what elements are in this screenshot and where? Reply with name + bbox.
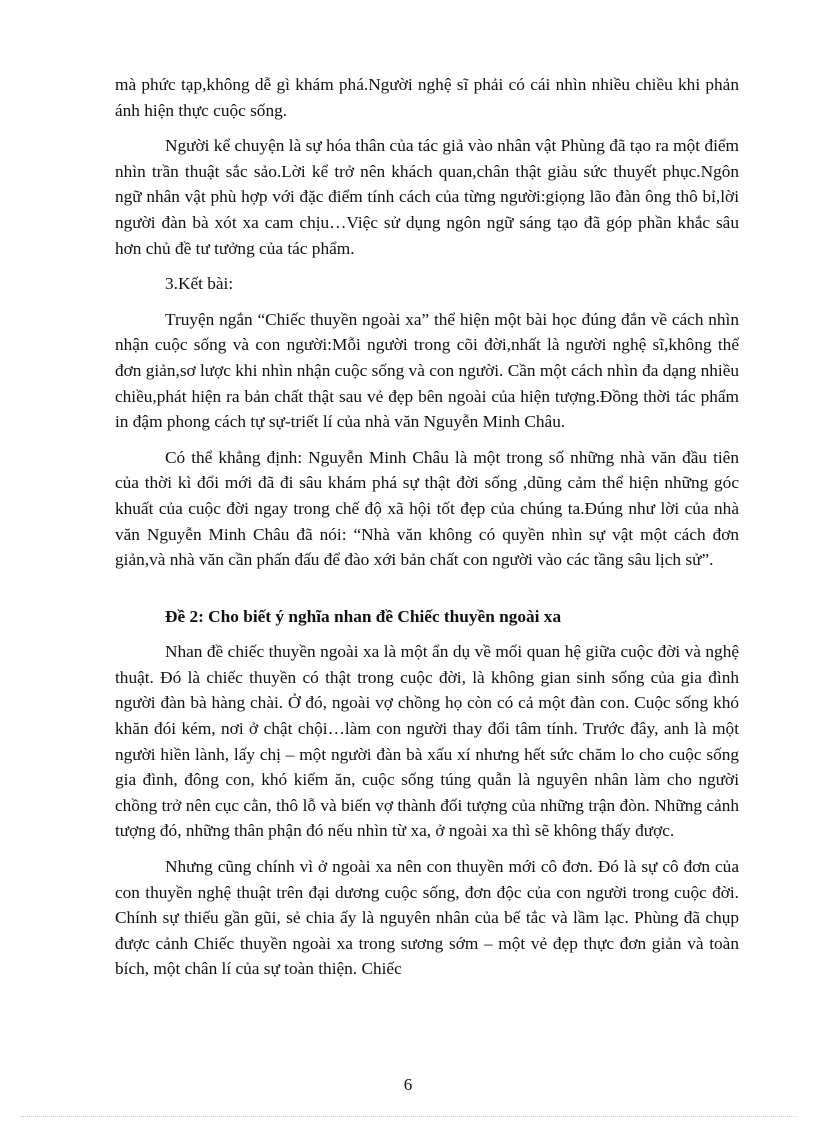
paragraph-conclusion: Truyện ngắn “Chiếc thuyền ngoài xa” thể hiện một bài học đúng đắn về cách nhìn nhận cuộc sống và con người:Mỗi người trong cõi đời,nhất là người nghệ sĩ,không thể đơn giản,sơ lược khi nhìn nhận cuộc sống và con người. Cần một cách nhìn đa dạng nhiều chiều,phát hiện ra bản chất thật sau vẻ đẹp bên ngoài của hiện tượng.Đồng thời tác phẩm in đậm phong cách tự sự-triết lí của nhà văn Nguyễn Minh Châu. — [115, 309, 740, 432]
footer-divider — [20, 1116, 796, 1117]
page-number: 6 — [403, 1075, 413, 1094]
paragraph-title-meaning: Nhan đề chiếc thuyền ngoài xa là một ẩn dụ về mối quan hệ giữa cuộc đời và nghệ thuật. Đó là chiếc thuyền có thật trong cuộc đời, là không gian sinh sống của gia đình người đàn bà hàng chài. Ở đó, ngoài vợ chồng họ còn có cả một đàn con. Cuộc sống khó khăn đói kém, nơi ở chật chội…làm con người thay đổi tâm tính. Trước đây, anh là một người hiền lành, lấy chị – một người đàn bà xấu xí nhưng hết sức chăm lo cho cuộc sống gia đình, đông con, khó kiếm ăn, cuộc sống túng quẫn là nguyên nhân làm cho người chồng trở nên cục cằn, thô lỗ và biến vợ thành đối tượng của những trận đòn. Những cảnh tượng đó, những thân phận đó nếu nhìn từ xa, ở ngoài xa thì sẽ không thấy được. — [115, 642, 739, 841]
paragraph-loneliness: Nhưng cũng chính vì ở ngoài xa nên con thuyền mới cô đơn. Đó là sự cô đơn của con thuyền nghệ thuật trên đại dương cuộc sống, đơn độc của con người trong cuộc đời. Chính sự thiếu gần gũi, sẻ chia ấy là nguyên nhân của bế tắc và lầm lạc. Phùng đã chụp được cảnh Chiếc thuyền ngoài xa trong sương sớm – một vẻ đẹp thực đơn giản và toàn bích, một chân lí của sự toàn thiện. Chiếc — [115, 857, 739, 979]
topic-heading: Đề 2: Cho biết ý nghĩa nhan đề Chiếc thuyền ngoài xa — [165, 606, 562, 626]
paragraph-narrator: Người kể chuyện là sự hóa thân của tác giả vào nhân vật Phùng đã tạo ra một điểm nhìn trần thuật sắc sảo.Lời kể trở nên khách quan,chân thật giàu sức thuyết phục.Ngôn ngữ nhân vật phù hợp với đặc điểm tính cách của từng người:giọng lão đàn ông thô bỉ,lời người đàn bà xót xa cam chịu…Việc sử dụng ngôn ngữ sáng tạo đã góp phần khắc sâu hơn chủ đề tư tưởng của tác phẩm. — [115, 136, 739, 258]
paragraph-continuation: mà phức tạp,không dễ gì khám phá.Người nghệ sĩ phải có cái nhìn nhiều chiều khi phản ánh hiện thực cuộc sống. — [115, 75, 739, 120]
section-heading-conclusion: 3.Kết bài: — [165, 274, 234, 294]
paragraph-affirmation: Có thể khẳng định: Nguyễn Minh Châu là một trong số những nhà văn đầu tiên của thời kì đổi mới đã đi sâu khám phá sự thật đời sống ,dũng cảm thể hiện những góc khuất của cuộc đời ngay trong chế độ xã hội tốt đẹp của chúng ta.Đúng như lời của nhà văn Nguyễn Minh Châu đã nói: “Nhà văn không có quyền nhìn sự vật một cách đơn giản,và nhà văn cần phấn đấu để đào xới bản chất con người vào các tầng sâu lịch sử”. — [115, 447, 739, 570]
page-content — [115, 72, 739, 982]
